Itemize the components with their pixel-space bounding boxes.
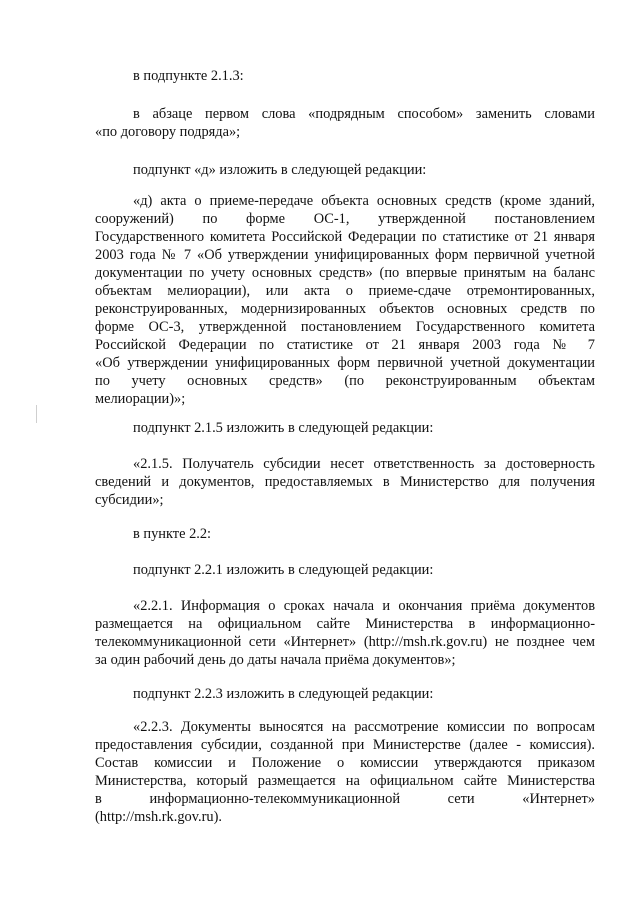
text-line: «2.1.5. Получатель субсидии несет ответственность за достоверность	[133, 456, 595, 472]
text-line: подпункт 2.1.5 изложить в следующей редакции:	[133, 420, 434, 436]
paragraph-subpoint-2-2-1-intro	[133, 561, 533, 579]
text-line: подпункт 2.2.3 изложить в следующей редакции:	[133, 686, 434, 702]
paragraph-replace-words	[95, 105, 595, 141]
text-line: «по договору подряда»;	[95, 124, 241, 140]
paragraph-subpoint-d-text	[95, 192, 595, 408]
text-line: по учету основных средств» (по реконструированным объектам	[95, 373, 595, 389]
text-line: субсидии»;	[95, 492, 164, 508]
margin-scan-mark	[36, 405, 37, 423]
text-line: объектам мелиорации), или акта о приеме-сдаче отремонтированных,	[95, 283, 595, 299]
text-line: в подпункте 2.1.3:	[133, 68, 244, 84]
paragraph-subpoint-2-2-3-text	[95, 718, 595, 826]
text-line: «2.2.3. Документы выносятся на рассмотрение комиссии по вопросам	[133, 719, 595, 735]
text-line: Государственного комитета Российской Федерации по статистике от 21 января	[95, 229, 595, 245]
text-line: мелиорации)»;	[95, 391, 186, 407]
text-line: «д) акта о приеме-передаче объекта основных средств (кроме зданий,	[133, 193, 595, 209]
paragraph-subpoint-2-1-5-text	[95, 455, 595, 509]
text-line: размещается на официальном сайте Министерства в информационно-	[95, 616, 595, 632]
paragraph-subpoint-2-1-5-intro	[133, 419, 533, 437]
text-line: телекоммуникационной сети «Интернет» (http://msh.rk.gov.ru) не позднее чем	[95, 634, 595, 650]
text-line: форме ОС-3, утвержденной постановлением Государственного комитета	[95, 319, 595, 335]
text-line: в абзаце первом слова «подрядным способом» заменить словами	[133, 106, 595, 122]
text-line: реконструированных, модернизированных объектов основных средств по	[95, 301, 595, 317]
text-line: Состав комиссии и Положение о комиссии утверждаются приказом	[95, 755, 595, 771]
text-line: за один рабочий день до даты начала приёма документов»;	[95, 652, 456, 668]
text-line: Российской Федерации по статистике от 21 января 2003 года № 7	[95, 337, 595, 353]
text-line: Министерства, который размещается на официальном сайте Министерства	[95, 773, 595, 789]
text-line: 2003 года № 7 «Об утверждении унифицированных форм первичной учетной	[95, 247, 595, 263]
text-line: сооружений) по форме ОС-1, утвержденной постановлением	[95, 211, 595, 227]
text-line: в информационно-телекоммуникационной сети «Интернет»	[95, 791, 595, 807]
text-line: «2.2.1. Информация о сроках начала и окончания приёма документов	[133, 598, 595, 614]
text-line: «Об утверждении унифицированных форм первичной учетной документации	[95, 355, 595, 371]
paragraph-subpoint-d-intro	[133, 161, 533, 179]
paragraph-subpoint-2-2-1-text	[95, 597, 595, 669]
text-line: сведений и документов, предоставляемых в Министерство для получения	[95, 474, 595, 490]
text-line: в пункте 2.2:	[133, 526, 212, 542]
text-line: подпункт 2.2.1 изложить в следующей редакции:	[133, 562, 434, 578]
text-line: (http://msh.rk.gov.ru).	[95, 809, 222, 825]
paragraph-point-2-2	[133, 525, 533, 543]
text-line: подпункт «д» изложить в следующей редакции:	[133, 162, 427, 178]
text-line: документации по учету основных средств» (по впервые принятым на баланс	[95, 265, 595, 281]
paragraph-subpoint-2-2-3-intro	[133, 685, 533, 703]
text-line: предоставления субсидии, созданной при Министерстве (далее - комиссия).	[95, 737, 595, 753]
paragraph-subpoint-2-1-3	[133, 67, 533, 85]
